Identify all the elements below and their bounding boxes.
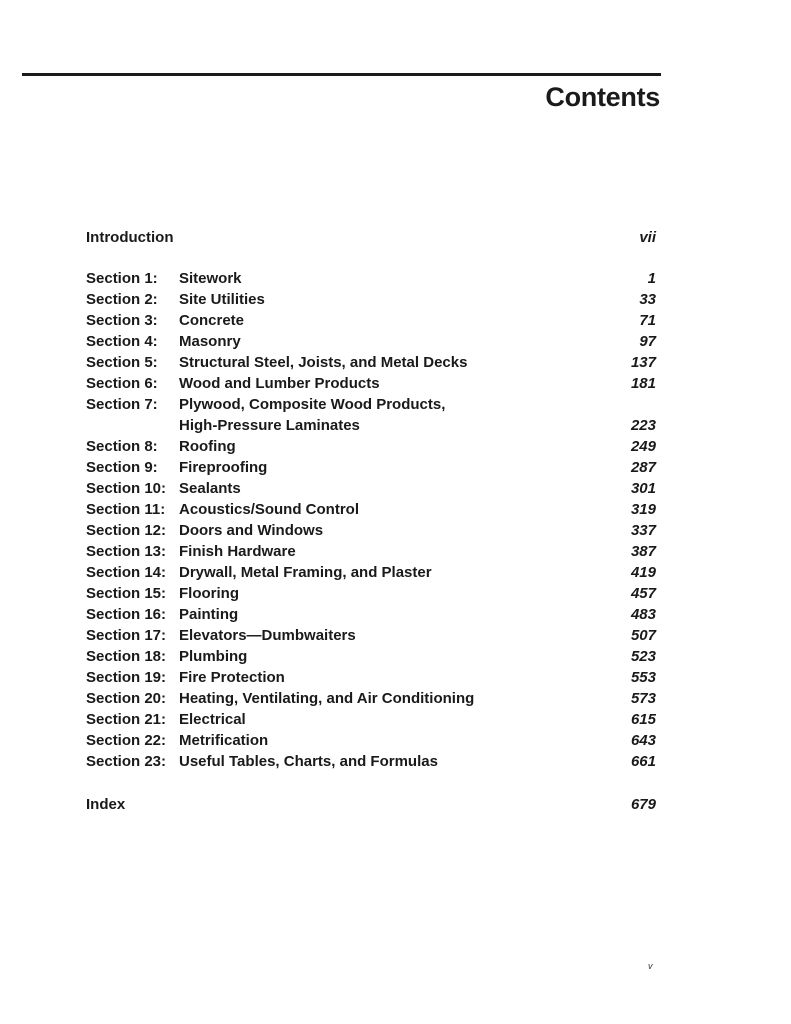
toc-section-8[interactable]: [86, 436, 656, 457]
toc-page-number: 33: [639, 291, 656, 308]
section-label: Section 2:: [86, 291, 158, 308]
toc-page-number: 573: [630, 690, 656, 707]
section-label: Section 4:: [86, 333, 158, 350]
toc-page-number: 301: [630, 480, 656, 497]
toc-page-number: 181: [630, 375, 656, 392]
toc-section-13[interactable]: [86, 541, 656, 562]
toc-section-18[interactable]: [86, 646, 656, 667]
page-title: Contents: [545, 82, 660, 112]
toc-section-16[interactable]: [86, 604, 656, 625]
section-title: Doors and Windows: [179, 522, 324, 539]
toc-section-17[interactable]: [86, 625, 656, 646]
section-title: Metrification: [179, 732, 269, 749]
section-label: Section 12:: [86, 522, 167, 539]
section-title: Concrete: [179, 312, 245, 329]
toc-entry-title: Index: [86, 796, 126, 813]
toc-page-number: 71: [639, 312, 656, 329]
toc-page-number: 615: [630, 711, 656, 728]
toc-entry-title: Introduction: [86, 229, 174, 246]
section-title: Heating, Ventilating, and Air Conditioning: [179, 690, 475, 707]
section-label: Section 19:: [86, 669, 167, 686]
toc-page-number: 553: [630, 669, 656, 686]
section-label: Section 9:: [86, 459, 158, 476]
section-title: Fireproofing: [179, 459, 268, 476]
toc-section-22[interactable]: [86, 730, 656, 751]
section-label: Section 5:: [86, 354, 158, 371]
toc-section-21[interactable]: [86, 709, 656, 730]
section-label: Section 11:: [86, 501, 166, 518]
toc-page-number: 507: [630, 627, 656, 644]
section-title: Sitework: [179, 270, 242, 287]
section-label: Section 23:: [86, 753, 167, 770]
section-label: Section 6:: [86, 375, 158, 392]
section-title: Useful Tables, Charts, and Formulas: [179, 753, 438, 770]
section-title: Finish Hardware: [179, 543, 296, 560]
section-title: Fire Protection: [179, 669, 285, 686]
toc-page-number: 319: [630, 501, 656, 518]
toc-section-20[interactable]: [86, 688, 656, 709]
toc-section-1[interactable]: [86, 268, 656, 289]
section-title: Plumbing: [179, 648, 248, 665]
toc-section-9[interactable]: [86, 457, 656, 478]
section-label: Section 7:: [86, 396, 158, 413]
section-label: Section 14:: [86, 564, 167, 581]
toc-index[interactable]: [86, 794, 656, 815]
toc-section-14[interactable]: [86, 562, 656, 583]
page-folio: v: [648, 961, 653, 971]
section-title: Roofing: [179, 438, 236, 455]
section-title: Painting: [179, 606, 239, 623]
toc-section-10[interactable]: [86, 478, 656, 499]
section-title: Site Utilities: [179, 291, 265, 308]
section-label: Section 22:: [86, 732, 167, 749]
toc-page-number: 337: [630, 522, 656, 539]
toc-section-15[interactable]: [86, 583, 656, 604]
toc-section-2[interactable]: [86, 289, 656, 310]
toc-section-19[interactable]: [86, 667, 656, 688]
toc-page-number: 643: [630, 732, 656, 749]
toc-page-number: 457: [630, 585, 656, 602]
section-label: Section 1:: [86, 270, 158, 287]
section-label: Section 10:: [86, 480, 167, 497]
section-label: Section 13:: [86, 543, 167, 560]
toc-page-number: 387: [630, 543, 656, 560]
section-label: Section 17:: [86, 627, 167, 644]
section-title: Elevators—Dumbwaiters: [179, 627, 356, 644]
section-title: Electrical: [179, 711, 246, 728]
toc-section-6[interactable]: [86, 373, 656, 394]
toc-section-7-continued[interactable]: [86, 415, 656, 436]
section-title: Structural Steel, Joists, and Metal Decks: [179, 354, 468, 371]
toc-section-3[interactable]: [86, 310, 656, 331]
toc-page-number: 249: [630, 438, 656, 455]
section-title: Flooring: [179, 585, 239, 602]
section-title: Wood and Lumber Products: [179, 375, 380, 392]
toc-page-number: 523: [630, 648, 656, 665]
section-title: Drywall, Metal Framing, and Plaster: [179, 564, 432, 581]
section-title: Acoustics/Sound Control: [179, 501, 359, 518]
toc-page-number: 419: [630, 564, 656, 581]
section-label: Section 15:: [86, 585, 167, 602]
toc-page-number: 287: [630, 459, 656, 476]
toc-page-number: 483: [630, 606, 656, 623]
toc-page-number: 1: [647, 270, 656, 287]
section-label: Section 20:: [86, 690, 167, 707]
toc-section-7[interactable]: [86, 394, 656, 415]
toc-page-number: 679: [630, 796, 656, 813]
toc-page-number: 223: [630, 417, 656, 434]
toc-section-5[interactable]: [86, 352, 656, 373]
section-title: Masonry: [179, 333, 241, 350]
toc-section-23[interactable]: [86, 751, 656, 772]
section-label: Section 8:: [86, 438, 158, 455]
toc-page-number: 661: [630, 753, 656, 770]
section-label: Section 21:: [86, 711, 167, 728]
toc-page-number: vii: [639, 229, 656, 246]
section-label: Section 3:: [86, 312, 158, 329]
toc-section-11[interactable]: [86, 499, 656, 520]
section-title: Sealants: [179, 480, 241, 497]
toc-page-number: 97: [639, 333, 656, 350]
toc-page-number: 137: [630, 354, 656, 371]
top-rule: [22, 73, 661, 76]
toc-introduction[interactable]: [86, 227, 656, 248]
section-label: Section 16:: [86, 606, 167, 623]
section-label: Section 18:: [86, 648, 167, 665]
section-title-continued: High-Pressure Laminates: [179, 417, 360, 434]
section-title: Plywood, Composite Wood Products,: [179, 396, 446, 413]
toc-section-12[interactable]: [86, 520, 656, 541]
toc-section-4[interactable]: [86, 331, 656, 352]
